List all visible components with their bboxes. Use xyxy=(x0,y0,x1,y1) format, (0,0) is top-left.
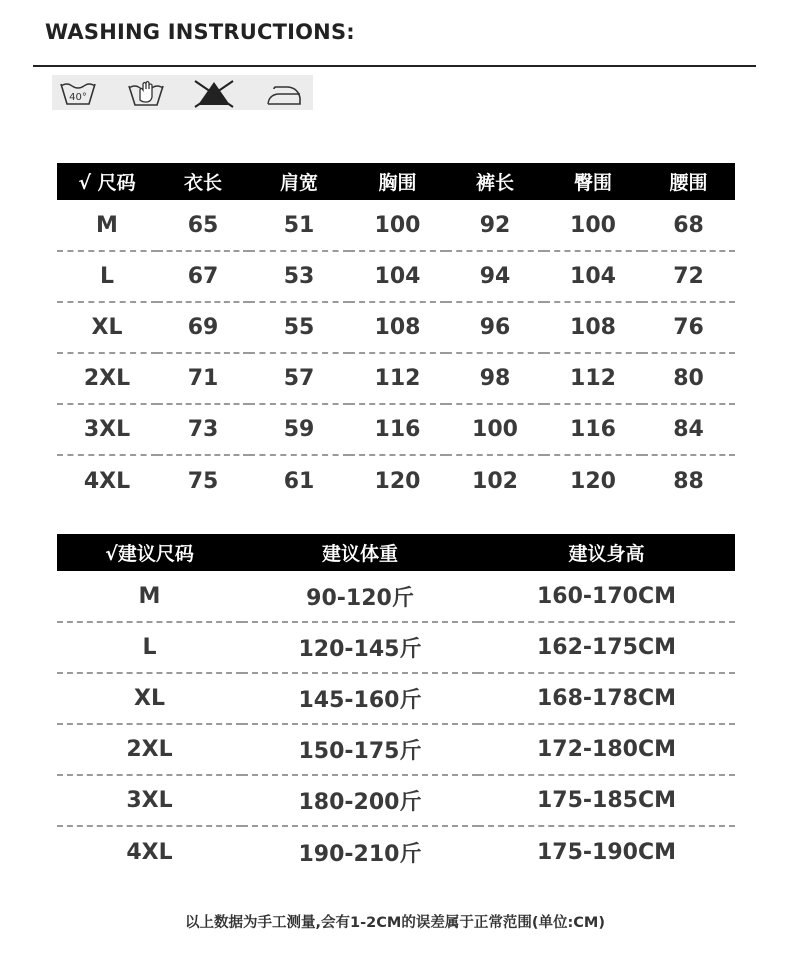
table-cell: 88 xyxy=(673,468,704,494)
table-row xyxy=(57,353,735,404)
no-bleach-icon xyxy=(191,75,237,110)
table-cell: 120 xyxy=(570,468,616,494)
table-cell: 168-178CM xyxy=(478,673,735,724)
table-cell: 57 xyxy=(249,353,349,404)
table-cell: 175-190CM xyxy=(536,839,676,865)
table-cell: 3XL xyxy=(57,775,242,826)
table-row xyxy=(57,404,735,455)
table-cell: 69 xyxy=(157,302,249,353)
table-row xyxy=(57,622,735,673)
table-cell: 190-210斤 xyxy=(298,841,422,867)
size-chart-header-row xyxy=(57,163,735,200)
table-cell: 104 xyxy=(349,251,446,302)
table-cell: M xyxy=(57,571,242,622)
table-cell: 61 xyxy=(283,468,315,494)
table-cell: 92 xyxy=(446,200,544,251)
table-cell: 4XL xyxy=(126,839,173,865)
table-cell: 76 xyxy=(642,302,735,353)
table-cell: 112 xyxy=(544,353,642,404)
wash-40-icon xyxy=(58,75,98,110)
table-cell: 75 xyxy=(187,468,219,494)
table-cell: M xyxy=(57,200,157,251)
page-title: WASHING INSTRUCTIONS: xyxy=(45,20,355,44)
hand-wash-icon xyxy=(126,75,166,110)
table-cell: 120-145斤 xyxy=(242,622,478,673)
table-cell: 94 xyxy=(446,251,544,302)
header-size: √ 尺码 xyxy=(57,163,157,200)
table-cell: 104 xyxy=(544,251,642,302)
size-chart-table xyxy=(57,163,735,506)
table-cell: 96 xyxy=(446,302,544,353)
table-cell: 84 xyxy=(642,404,735,455)
header-recommended-weight: 建议体重 xyxy=(242,534,478,571)
header-pants-length: 裤长 xyxy=(446,163,544,200)
measurement-note: 以上数据为手工测量,会有1-2CM的误差属于正常范围(单位:CM) xyxy=(185,915,605,931)
table-cell: 108 xyxy=(349,302,446,353)
table-cell: 102 xyxy=(472,468,518,494)
table-cell: 112 xyxy=(349,353,446,404)
iron-icon xyxy=(264,75,304,110)
recommendation-header-row xyxy=(57,534,735,571)
table-cell: 120 xyxy=(374,468,421,494)
table-cell: 59 xyxy=(249,404,349,455)
table-cell: XL xyxy=(57,302,157,353)
header-shoulder: 肩宽 xyxy=(249,163,349,200)
wash-temperature-label: 40° xyxy=(69,91,87,103)
table-cell: 53 xyxy=(249,251,349,302)
header-waist: 腰围 xyxy=(642,163,735,200)
table-cell: 100 xyxy=(349,200,446,251)
table-cell: 72 xyxy=(642,251,735,302)
table-cell: 90-120斤 xyxy=(242,571,478,622)
table-cell: 160-170CM xyxy=(478,571,735,622)
table-cell: 172-180CM xyxy=(478,724,735,775)
table-cell: 67 xyxy=(157,251,249,302)
table-cell: 65 xyxy=(157,200,249,251)
table-cell: 71 xyxy=(157,353,249,404)
table-cell: L xyxy=(57,251,157,302)
table-row xyxy=(57,200,735,251)
header-recommended-size: √建议尺码 xyxy=(57,534,242,571)
table-cell: 100 xyxy=(446,404,544,455)
table-row xyxy=(57,302,735,353)
table-cell: 150-175斤 xyxy=(242,724,478,775)
table-row xyxy=(57,775,735,826)
table-cell: 175-185CM xyxy=(478,775,735,826)
title-divider xyxy=(33,65,756,67)
table-cell: 98 xyxy=(446,353,544,404)
header-recommended-height: 建议身高 xyxy=(478,534,735,571)
size-recommendation-table xyxy=(57,534,735,877)
table-row xyxy=(57,455,735,506)
table-cell: 51 xyxy=(249,200,349,251)
table-cell: 116 xyxy=(544,404,642,455)
header-hip: 臀围 xyxy=(544,163,642,200)
table-row xyxy=(57,673,735,724)
table-cell: 108 xyxy=(544,302,642,353)
header-length: 衣长 xyxy=(157,163,249,200)
table-row xyxy=(57,571,735,622)
table-row xyxy=(57,251,735,302)
table-cell: 3XL xyxy=(57,404,157,455)
table-cell: 73 xyxy=(157,404,249,455)
table-cell: 180-200斤 xyxy=(242,775,478,826)
table-cell: XL xyxy=(57,673,242,724)
table-row xyxy=(57,826,735,877)
header-chest: 胸围 xyxy=(349,163,446,200)
table-row xyxy=(57,724,735,775)
table-cell: 145-160斤 xyxy=(242,673,478,724)
table-cell: 2XL xyxy=(57,353,157,404)
washing-icons-strip xyxy=(52,75,313,110)
table-cell: 55 xyxy=(249,302,349,353)
table-cell: 116 xyxy=(349,404,446,455)
table-cell: 4XL xyxy=(83,468,131,494)
table-cell: 68 xyxy=(642,200,735,251)
table-cell: 2XL xyxy=(57,724,242,775)
table-cell: 80 xyxy=(642,353,735,404)
table-cell: L xyxy=(57,622,242,673)
table-cell: 100 xyxy=(544,200,642,251)
table-cell: 162-175CM xyxy=(478,622,735,673)
